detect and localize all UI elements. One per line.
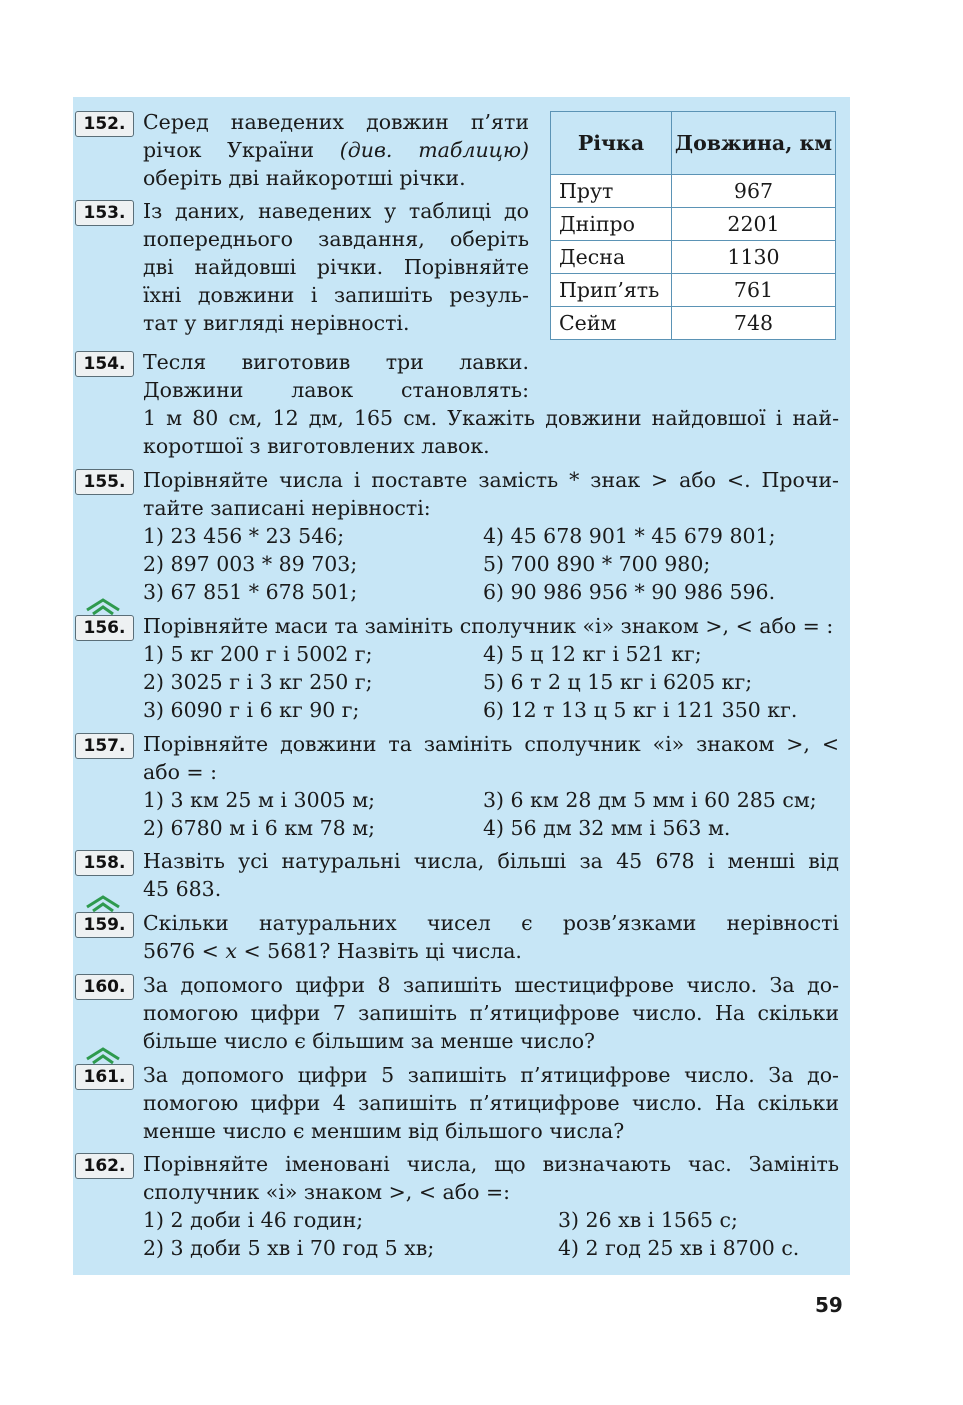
list-item: 3) 67 851 * 678 501; (143, 580, 358, 604)
exercise-text: Порівняйте числа і поставте замість * знак > або <. Прочи- (143, 468, 839, 492)
table-cell: Прут (551, 175, 672, 208)
exercise-text: За допомого цифри 5 запишіть п’ятицифрове число. За до- (143, 1063, 839, 1087)
exercise-text: дві найдовші річки. Порівняйте (143, 255, 529, 279)
table-row (551, 175, 836, 208)
table-row (551, 241, 836, 274)
exercise-text: 1 м 80 см, 12 дм, 165 см. Укажіть довжини найдовшої і най- (143, 406, 839, 430)
list-item: 2) 897 003 * 89 703; (143, 552, 358, 576)
exercise-panel (73, 97, 850, 1275)
table-cell: 761 (672, 274, 836, 307)
exercise-text: сполучник «і» знаком >, < або =: (143, 1180, 511, 1204)
exercise-text: Тесля виготовив три лавки. (143, 350, 529, 374)
table-row (551, 274, 836, 307)
table-header: Довжина, км (672, 112, 836, 175)
table-cell: Дніпро (551, 208, 672, 241)
list-item: 4) 56 дм 32 мм і 563 м. (483, 816, 731, 840)
exercise-text: Порівняйте іменовані числа, що визначають час. Замініть (143, 1152, 839, 1176)
exercise-text: Серед наведених довжин п’яти (143, 110, 529, 134)
home-task-icon (85, 598, 121, 616)
exercise-text: За допомого цифри 8 запишіть шестицифрове число. За до- (143, 973, 839, 997)
table-cell: Сейм (551, 307, 672, 340)
table-header-row (551, 112, 836, 175)
exercise-text: попереднього завдання, оберіть (143, 227, 529, 251)
list-item: 3) 6 км 28 дм 5 мм і 60 285 см; (483, 788, 817, 812)
home-task-icon (85, 895, 121, 913)
table-cell: 967 (672, 175, 836, 208)
exercise-text: оберіть дві найкоротші річки. (143, 166, 466, 190)
exercise-number: 160. (75, 974, 134, 1000)
exercise-number: 161. (75, 1064, 134, 1090)
exercise-text: Порівняйте маси та замініть сполучник «і» знаком >, < або = : (143, 614, 834, 638)
exercise-number: 153. (75, 200, 134, 226)
exercise-text: тайте записані нерівності: (143, 496, 431, 520)
exercise-number: 152. (75, 111, 134, 137)
exercise-text: помогою цифри 4 запишіть п’ятицифрове число. На скільки (143, 1091, 839, 1115)
list-item: 5) 6 т 2 ц 15 кг і 6205 кг; (483, 670, 753, 694)
exercise-text: або = : (143, 760, 218, 784)
exercise-number: 156. (75, 615, 134, 641)
exercise-text: Назвіть усі натуральні числа, більші за 45 678 і менші від (143, 849, 839, 873)
exercise-number: 158. (75, 850, 134, 876)
exercise-text: річок України (див. таблицю) (143, 138, 529, 162)
exercise-number: 155. (75, 469, 134, 495)
exercise-text: тат у вигляді нерівності. (143, 311, 410, 335)
exercise-text: 45 683. (143, 877, 222, 901)
table-row (551, 208, 836, 241)
exercise-text: Довжини лавок становлять: (143, 378, 529, 402)
home-task-icon (85, 1047, 121, 1065)
table-cell: Прип’ять (551, 274, 672, 307)
exercise-text: їхні довжини і запишіть резуль- (143, 283, 529, 307)
list-item: 5) 700 890 * 700 980; (483, 552, 711, 576)
list-item: 1) 5 кг 200 г і 5002 г; (143, 642, 373, 666)
list-item: 2) 3 доби 5 хв і 70 год 5 хв; (143, 1236, 435, 1260)
page-number: 59 (815, 1293, 843, 1317)
list-item: 2) 6780 м і 6 км 78 м; (143, 816, 376, 840)
table-cell: Десна (551, 241, 672, 274)
exercise-text: більше число є більшим за менше число? (143, 1029, 596, 1053)
list-item: 3) 6090 г і 6 кг 90 г; (143, 698, 360, 722)
exercise-text: Порівняйте довжини та замініть сполучник «і» знаком >, < (143, 732, 839, 756)
table-cell: 748 (672, 307, 836, 340)
list-item: 4) 2 год 25 хв і 8700 с. (558, 1236, 800, 1260)
table-header: Річка (551, 112, 672, 175)
table-cell: 1130 (672, 241, 836, 274)
exercise-number: 154. (75, 351, 134, 377)
exercise-text: коротшої з виготовлених лавок. (143, 434, 490, 458)
list-item: 3) 26 хв і 1565 с; (558, 1208, 738, 1232)
exercise-text: менше число є меншим від більшого числа? (143, 1119, 625, 1143)
exercise-text: 5676 < x < 5681? Назвіть ці числа. (143, 939, 522, 963)
list-item: 1) 23 456 * 23 546; (143, 524, 345, 548)
exercise-number: 157. (75, 733, 134, 759)
list-item: 6) 90 986 956 * 90 986 596. (483, 580, 776, 604)
exercise-text: Із даних, наведених у таблиці до (143, 199, 529, 223)
exercise-text: Скільки натуральних чисел є розв’язками нерівності (143, 911, 839, 935)
exercise-number: 159. (75, 912, 134, 938)
table-cell: 2201 (672, 208, 836, 241)
list-item: 1) 3 км 25 м і 3005 м; (143, 788, 376, 812)
list-item: 6) 12 т 13 ц 5 кг і 121 350 кг. (483, 698, 798, 722)
list-item: 4) 45 678 901 * 45 679 801; (483, 524, 776, 548)
table-row (551, 307, 836, 340)
exercise-text: помогою цифри 7 запишіть п’ятицифрове число. На скільки (143, 1001, 839, 1025)
list-item: 1) 2 доби і 46 годин; (143, 1208, 364, 1232)
rivers-table (550, 111, 836, 340)
list-item: 4) 5 ц 12 кг і 521 кг; (483, 642, 702, 666)
list-item: 2) 3025 г і 3 кг 250 г; (143, 670, 373, 694)
exercise-number: 162. (75, 1153, 134, 1179)
